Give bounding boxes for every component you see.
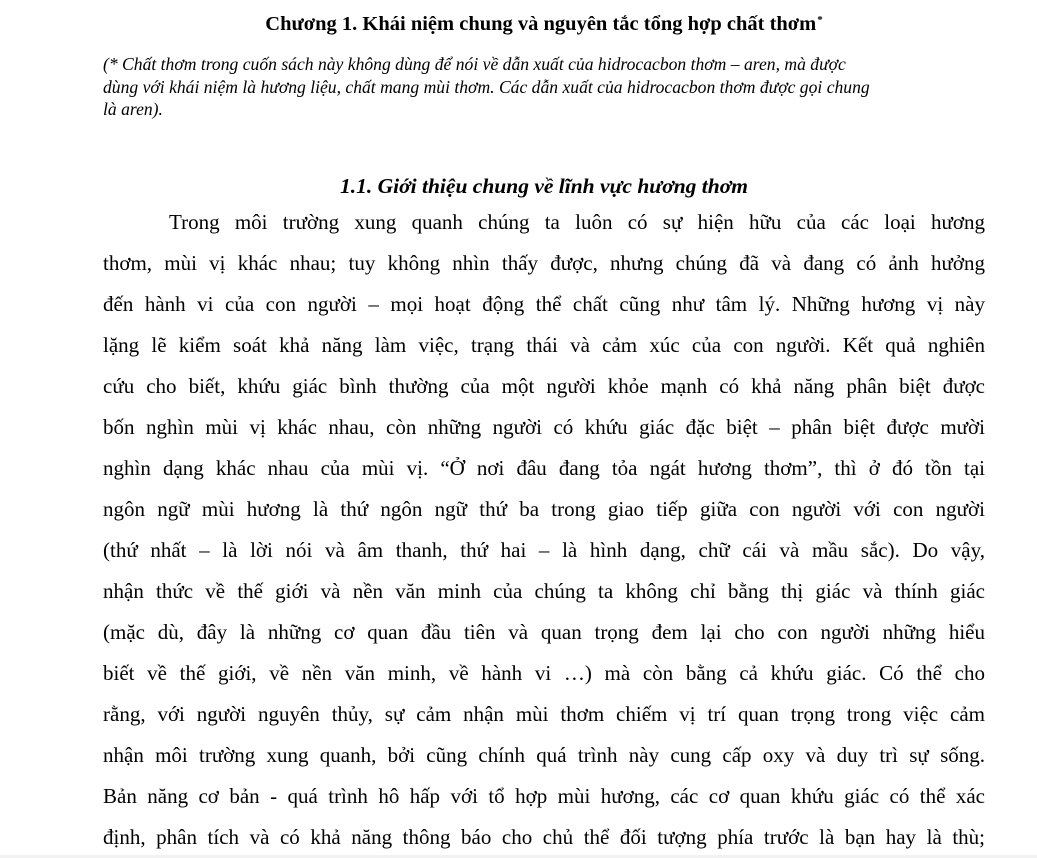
paragraph-line: ngôn ngữ mùi hương là thứ ngôn ngữ thứ ba trong giao tiếp giữa con người với con người bbox=[103, 497, 985, 521]
paragraph-line: định, phân tích và có khả năng thông báo cho chủ thể đối tượng phía trước là bạn hay là thù; bbox=[103, 825, 985, 849]
paragraph-line: cứu cho biết, khứu giác bình thường của một người khỏe mạnh có khả năng phân biệt được bbox=[103, 374, 985, 398]
footnote-line: (* Chất thơm trong cuốn sách này không dùng để nói về dẫn xuất của hidrocacbon thơm – aren, mà được bbox=[103, 54, 846, 74]
paragraph-line: (thứ nhất – là lời nói và âm thanh, thứ hai – là hình dạng, chữ cái và mầu sắc). Do vậy, bbox=[103, 538, 985, 562]
paragraph-line: nghìn dạng khác nhau của mùi vị. “Ở nơi đâu đang tỏa ngát hương thơm”, thì ở đó tồn tại bbox=[103, 456, 985, 480]
paragraph-line: biết về thế giới, về nền văn minh, về hành vi …) mà còn bằng cả khứu giác. Có thể cho bbox=[103, 661, 985, 685]
footnote-line: là aren). bbox=[103, 99, 163, 119]
paragraph-line: thơm, mùi vị khác nhau; tuy không nhìn thấy được, nhưng chúng đã và đang có ảnh hưởng bbox=[103, 251, 985, 275]
paragraph-line: bốn nghìn mùi vị khác nhau, còn những người có khứu giác đặc biệt – phân biệt được mười bbox=[103, 415, 985, 439]
footnote-line: dùng với khái niệm là hương liệu, chất mang mùi thơm. Các dẫn xuất của hidrocacbon thơm được gọi chung bbox=[103, 76, 870, 97]
paragraph-line: (mặc dù, đây là những cơ quan đầu tiên và quan trọng đem lại cho con người những hiểu bbox=[103, 620, 985, 644]
paragraph-line: rằng, với người nguyên thủy, sự cảm nhận mùi thơm chiếm vị trí quan trọng trong việc cảm bbox=[103, 702, 985, 726]
section-title: 1.1. Giới thiệu chung về lĩnh vực hương thơm bbox=[339, 174, 749, 198]
paragraph-line: nhận môi trường xung quanh, bởi cũng chính quá trình này cung cấp oxy và duy trì sự sống. bbox=[103, 743, 985, 767]
body-paragraph bbox=[103, 202, 985, 858]
chapter-title-text: Chương 1. Khái niệm chung và nguyên tắc tổng hợp chất thơm bbox=[265, 13, 817, 35]
paragraph-line: Trong môi trường xung quanh chúng ta luôn có sự hiện hữu của các loại hương bbox=[169, 210, 985, 234]
paragraph-line: Bản năng cơ bản - quá trình hô hấp với tổ hợp mùi hương, các cơ quan khứu giác có thể xác bbox=[103, 784, 985, 808]
paragraph-line: nhận thức về thế giới và nền văn minh của chúng ta không chỉ bằng thị giác và thính giác bbox=[103, 579, 985, 603]
paragraph-line: đến hành vi của con người – mọi hoạt động thể chất cũng như tâm lý. Những hương vị này bbox=[103, 292, 985, 316]
chapter-footnote bbox=[103, 53, 989, 121]
footnote-marker: * bbox=[817, 14, 823, 26]
chapter-title bbox=[103, 10, 985, 38]
paragraph-line: lặng lẽ kiểm soát khả năng làm việc, trạng thái và cảm xúc của con người. Kết quả nghiên bbox=[103, 333, 985, 357]
